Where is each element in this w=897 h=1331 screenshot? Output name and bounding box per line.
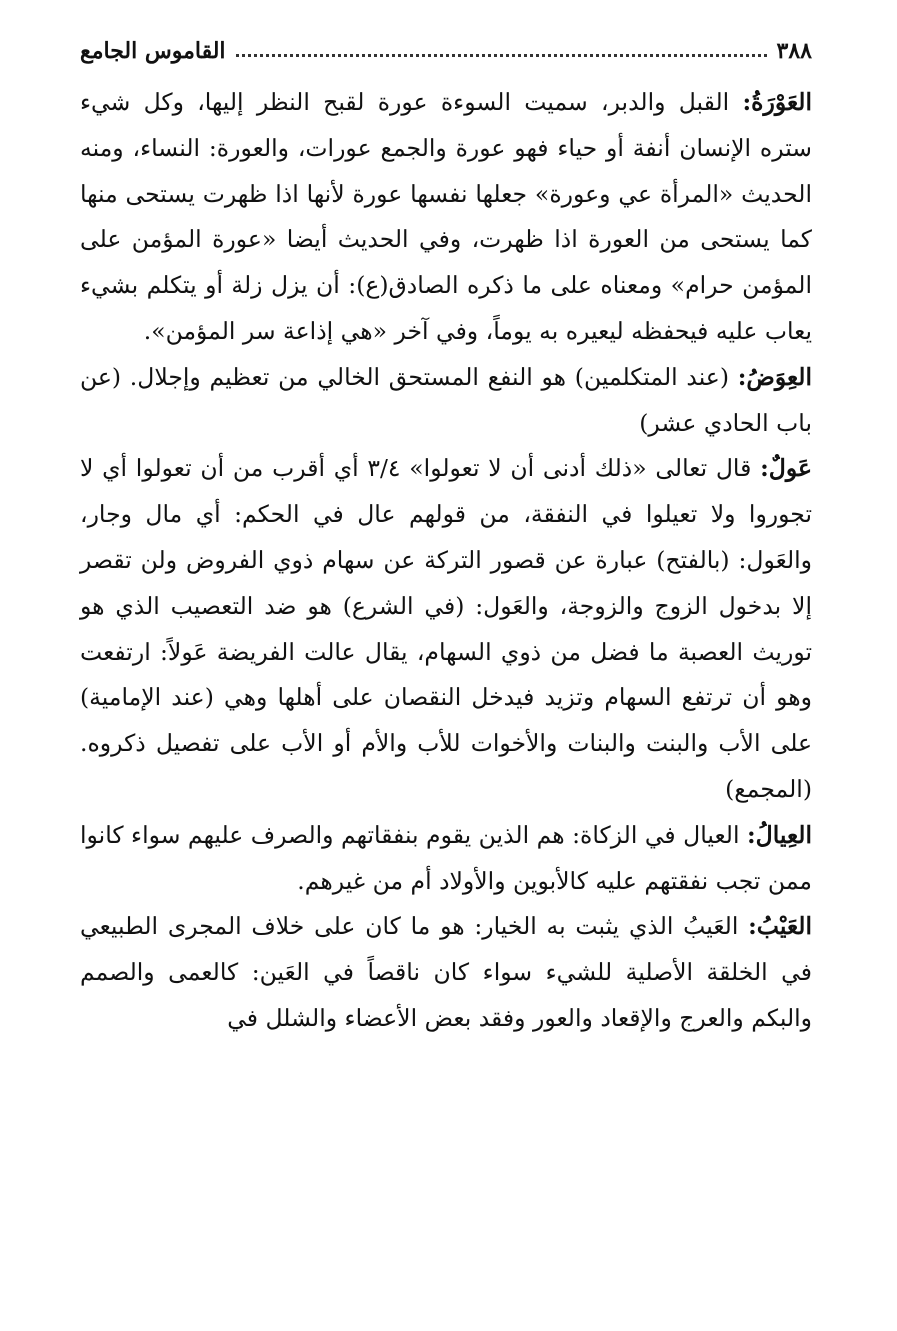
entry-text: (عند المتكلمين) هو النفع المستحق الخالي من تعظيم وإجلال. (عن باب الحادي عشر) — [80, 362, 812, 437]
headword: العِوَضُ: — [737, 362, 812, 391]
headword: العِيالُ: — [746, 820, 812, 849]
entry-awra — [80, 80, 812, 355]
headword: العَوْرَةُ: — [742, 88, 812, 116]
page-number: ٣٨٨ — [776, 38, 812, 64]
headword: العَيْبُ: — [748, 912, 812, 941]
entry-ayb — [80, 904, 812, 1041]
book-title: القاموس الجامع — [80, 38, 226, 64]
dictionary-content — [80, 80, 812, 1042]
headword: عَولٌ: — [760, 454, 812, 483]
entry-text: العيال في الزكاة: هم الذين يقوم بنفقاتهم والصرف عليهم سواء كانوا ممن تجب نفقتهم عليه كالأبوين والأولاد أم من غيرهم. — [80, 820, 812, 895]
page-header — [80, 34, 812, 68]
entry-text: قال تعالى «ذلك أدنى أن لا تعولوا» ٣/٤ أي أقرب من أن تعولوا أي لا تجوروا ولا تعيلوا في النفقة، من قولهم عال في الحكم: أي مال وجار، والعَول: (بالفتح) عبارة عن قصور التركة عن سهام ذوي الفروض ولن تقصر إلا بدخول الزوج والزوجة، والعَول: (في الشرع) هو ضد التعصيب الذي هو توريث العصبة ما فضل من ذوي السهام، يقال عالت الفريضة عَولاً: ارتفعت وهو أن ترتفع السهام وتزيد فيدخل النقصان على أهلها وهي (عند الإمامية) على الأب والبنت والبنات والأخوات للأب والأم أو الأب على تفصيل ذكروه. (المجمع) — [80, 454, 812, 803]
entry-iyal — [80, 813, 812, 905]
header-dot-leader — [236, 46, 767, 57]
entry-text: القبل والدبر، سميت السوءة عورة لقبح النظر إليها، وكل شيء ستره الإنسان أنفة أو حياء فهو عورة والجمع عورات، والعورة: النساء، ومنه الحديث «المرأة عي وعورة» جعلها نفسها عورة لأنها اذا ظهرت يستحى منها كما يستحى من العورة اذا ظهرت، وفي الحديث أيضا «عورة المؤمن على المؤمن حرام» ومعناه على ما ذكره الصادق(ع): أن يزل زلة أو يتكلم بشيء يعاب عليه فيحفظه ليعيره به يوماً، وفي آخر «هي إذاعة سر المؤمن». — [80, 88, 812, 345]
entry-text: العَيبُ الذي يثبت به الخيار: هو ما كان على خلاف المجرى الطبيعي في الخلقة الأصلية للشيء سواء كان ناقصاً في العَين: كالعمى والصمم والبكم والعرج والإقعاد والعور وفقد بعض الأعضاء والشلل في — [80, 912, 812, 1032]
entry-iwad — [80, 355, 812, 447]
entry-awl — [80, 446, 812, 812]
